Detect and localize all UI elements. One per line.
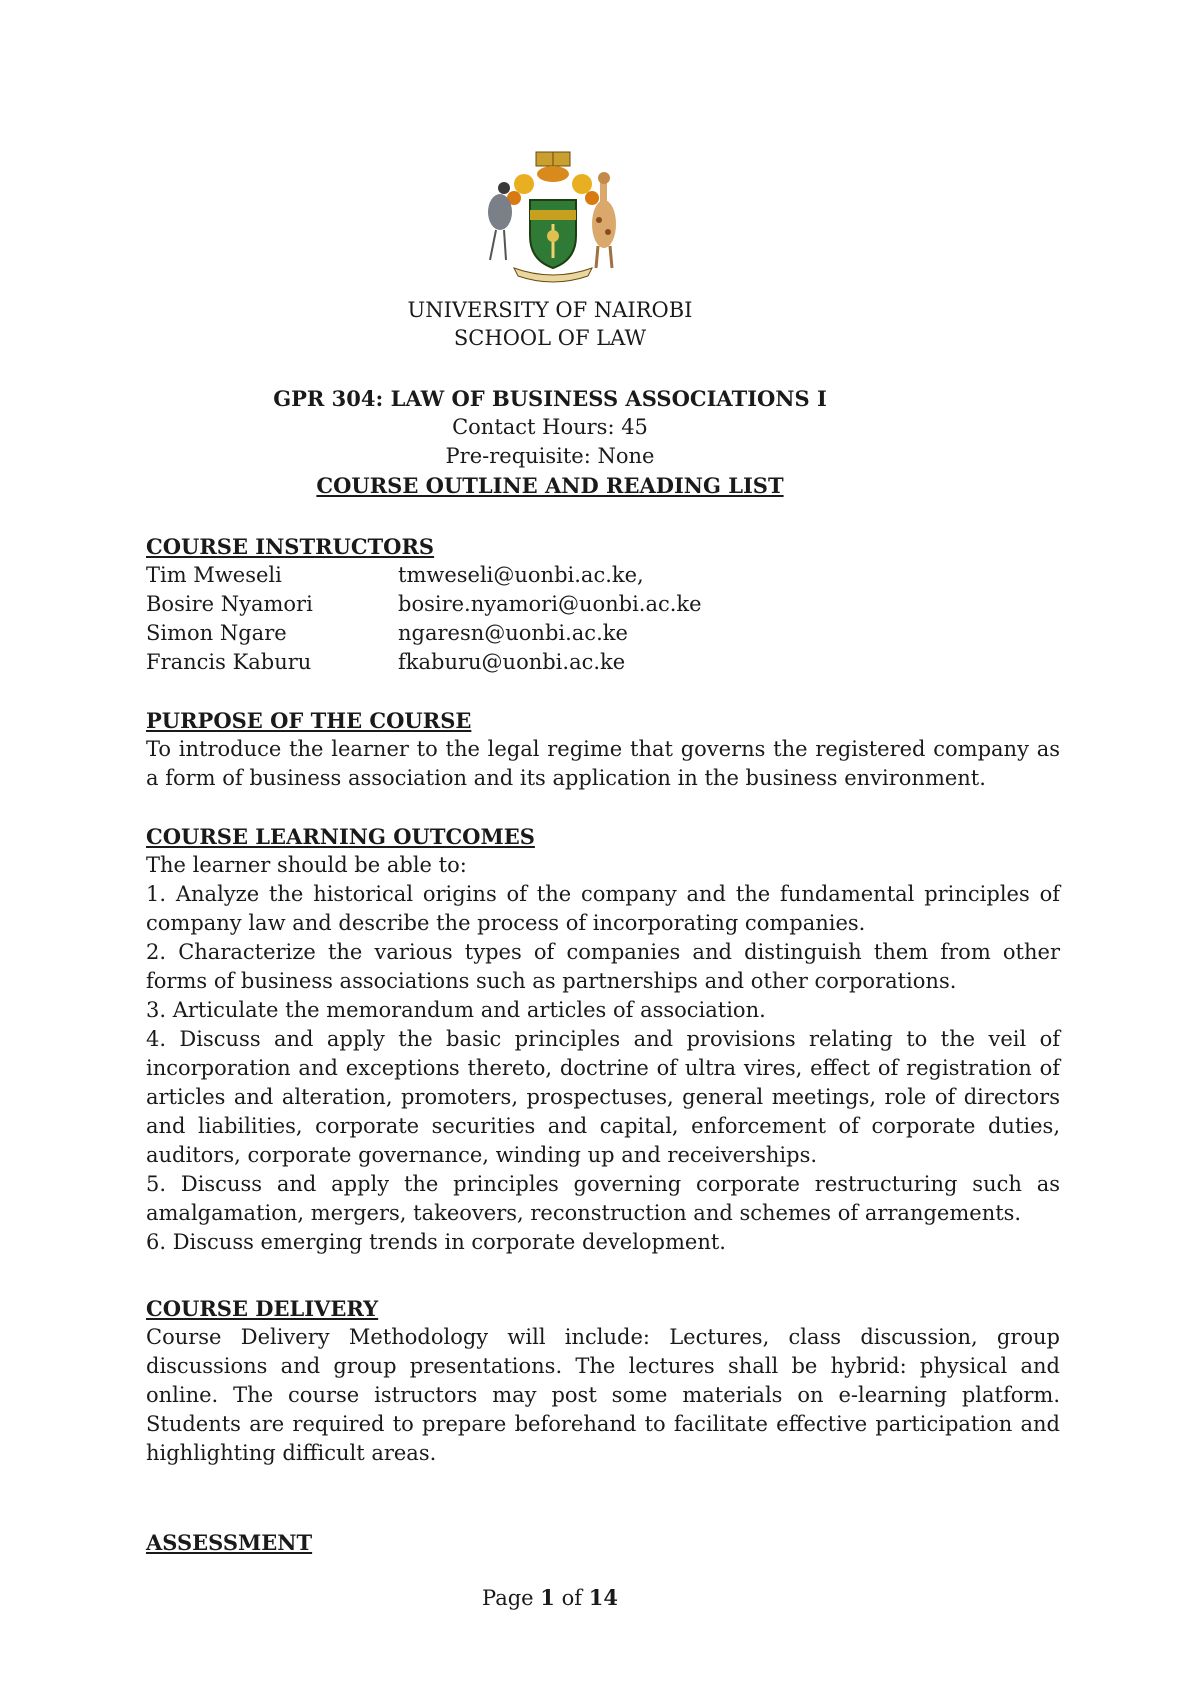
outcome-item: 2. Characterize the various types of companies and distinguish them from other forms of business associations such as partnerships and other corporations. xyxy=(146,940,1060,993)
of-label: of xyxy=(561,1586,583,1610)
instructors-section xyxy=(146,532,1060,677)
page-current: 1 xyxy=(540,1585,555,1610)
instructor-row xyxy=(146,590,1060,619)
delivery-heading: COURSE DELIVERY xyxy=(146,1296,379,1321)
instructor-email[interactable]: bosire.nyamori@uonbi.ac.ke xyxy=(398,592,702,616)
instructor-name: Tim Mweseli xyxy=(146,563,282,587)
instructor-row xyxy=(146,619,1060,648)
instructor-name: Francis Kaburu xyxy=(146,650,312,674)
assessment-heading: ASSESSMENT xyxy=(146,1530,313,1555)
assessment-section xyxy=(146,1528,1060,1557)
outcome-item: 5. Discuss and apply the principles governing corporate restructuring such as amalgamation, mergers, takeovers, reconstruction and schemes of arrangements. xyxy=(146,1172,1060,1225)
instructor-email[interactable]: fkaburu@uonbi.ac.ke xyxy=(398,650,626,674)
purpose-section xyxy=(146,706,1060,793)
outcomes-heading: COURSE LEARNING OUTCOMES xyxy=(146,824,535,849)
document-title: COURSE OUTLINE AND READING LIST xyxy=(316,473,784,498)
prerequisite: Pre-requisite: None xyxy=(445,444,655,468)
page-label: Page xyxy=(482,1586,534,1610)
outcome-item: 4. Discuss and apply the basic principles and provisions relating to the veil of incorporation and exceptions thereto, doctrine of ultra vires, effect of registration of articles and alteration, promoters, prospectuses, general meetings, role of directors and liabilities, corporate securities and capital, enforcement of corporate duties, auditors, corporate governance, winding up and receiverships. xyxy=(146,1027,1060,1167)
outcome-item: 1. Analyze the historical origins of the company and the fundamental principles of company law and describe the process of incorporating companies. xyxy=(146,882,1060,935)
university-name: UNIVERSITY OF NAIROBI xyxy=(407,298,693,322)
instructor-row xyxy=(146,648,1060,677)
instructor-name: Simon Ngare xyxy=(146,621,287,645)
university-crest-icon xyxy=(474,150,632,284)
outcomes-section xyxy=(146,822,1060,1257)
course-code-title: GPR 304: LAW OF BUSINESS ASSOCIATIONS I xyxy=(273,386,827,411)
instructors-heading: COURSE INSTRUCTORS xyxy=(146,534,435,559)
purpose-heading: PURPOSE OF THE COURSE xyxy=(146,708,472,733)
page-footer xyxy=(0,1585,1100,1610)
school-name: SCHOOL OF LAW xyxy=(453,326,647,350)
outcomes-intro: The learner should be able to: xyxy=(146,853,467,877)
delivery-text: Course Delivery Methodology will include: Lectures, class discussion, group discussions and group presentations. The lectures shall be hybrid: physical and online. The course istructors may post some materials on e-learning platform. Students are required to prepare beforehand to facilitate effective participation and highlighting difficult areas. xyxy=(146,1325,1060,1465)
delivery-section xyxy=(146,1294,1060,1468)
purpose-text: To introduce the learner to the legal regime that governs the registered company as a form of business association and its application in the business environment. xyxy=(146,737,1060,790)
page-total: 14 xyxy=(588,1585,618,1610)
instructor-name: Bosire Nyamori xyxy=(146,592,313,616)
contact-hours: Contact Hours: 45 xyxy=(452,415,648,439)
outcome-item: 3. Articulate the memorandum and articles of association. xyxy=(146,998,766,1022)
instructor-row xyxy=(146,561,1060,590)
instructor-email[interactable]: ngaresn@uonbi.ac.ke xyxy=(398,621,628,645)
outcome-item: 6. Discuss emerging trends in corporate development. xyxy=(146,1230,726,1254)
university-header xyxy=(0,296,1100,352)
course-header xyxy=(0,384,1100,500)
instructor-email[interactable]: tmweseli@uonbi.ac.ke, xyxy=(398,563,644,587)
